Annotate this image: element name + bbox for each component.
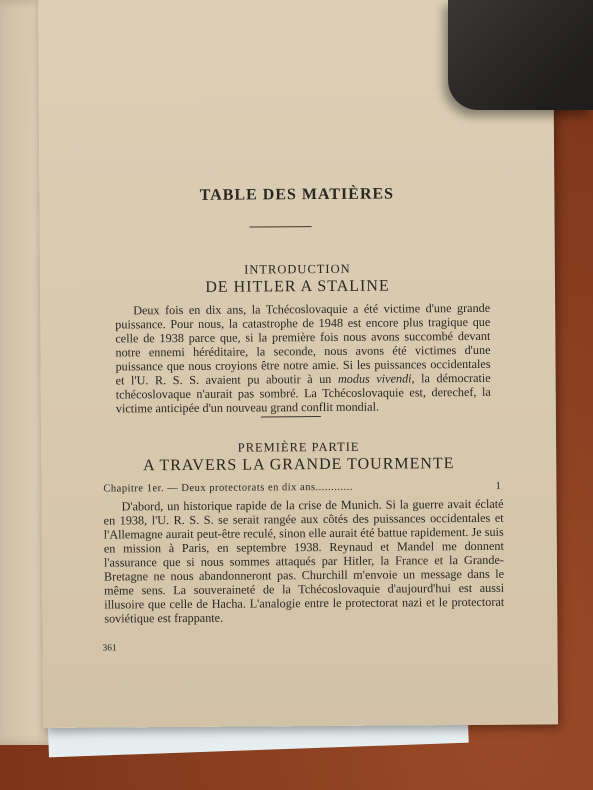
part-heading: A TRAVERS LA GRANDE TOURMENTE <box>142 455 455 475</box>
chapter-label: Chapitre 1er. — Deux protectorats en dix ans............ <box>103 481 354 495</box>
part-label: PREMIÈRE PARTIE <box>237 439 360 455</box>
introduction-paragraph: Deux fois en dix ans, la Tchécoslovaquie a été victime d'une grande puissance. Pour nous, la catastrophe de 1948 est encore plus tragique que celle de 1938 parce que, si la première fois nous avons succombé devant notre ennemi héréditaire, la seconde, nous avons été victimes d'une puissance que nous croyions être notre amie. Si les puissances occidentales et l'U. R. S. S. avaient pu aboutir à un modus vivendi, la démocratie tchécoslovaque n'aurait pas sombré. La Tchécoslovaquie est, derechef, la victime anticipée d'un nouveau grand conflit mondial. <box>115 300 491 416</box>
chapter-page-number: 1 <box>495 480 502 492</box>
introduction-label: INTRODUCTION <box>244 261 351 277</box>
chapter-entry <box>103 481 501 495</box>
chapter-summary: D'abord, un historique rapide de la crise de Munich. Si la guerre avait éclaté en 1938, l'U. R. S. S. se serait rangée aux côtés des puissances occidentales et l'Allemagne aurait peut-être reculé, sinon elle aurait été battue rapidement. Je suis en mission à Paris, en septembre 1938. Reynaud et Mandel me donnent l'assurance que si nous sommes attaqués par Hitler, la France et la Grande-Bretagne ne nous abandonneront pas. Churchill m'envoie un message dans le même sens. La souveraineté de la Tchécoslovaquie d'aujourd'hui est aussi illusoire que celle de Hacha. L'analogie entre le protectorat nazi et le protectorat soviétique est frappante. <box>103 496 505 626</box>
page-number: 361 <box>102 643 117 654</box>
page-title: TABLE DES MATIÈRES <box>199 185 395 204</box>
italic-term: modus vivendi <box>337 371 412 386</box>
introduction-heading: DE HITLER A STALINE <box>205 277 390 296</box>
dark-object-corner <box>448 0 593 110</box>
title-rule <box>250 226 312 227</box>
section-rule <box>261 416 321 417</box>
